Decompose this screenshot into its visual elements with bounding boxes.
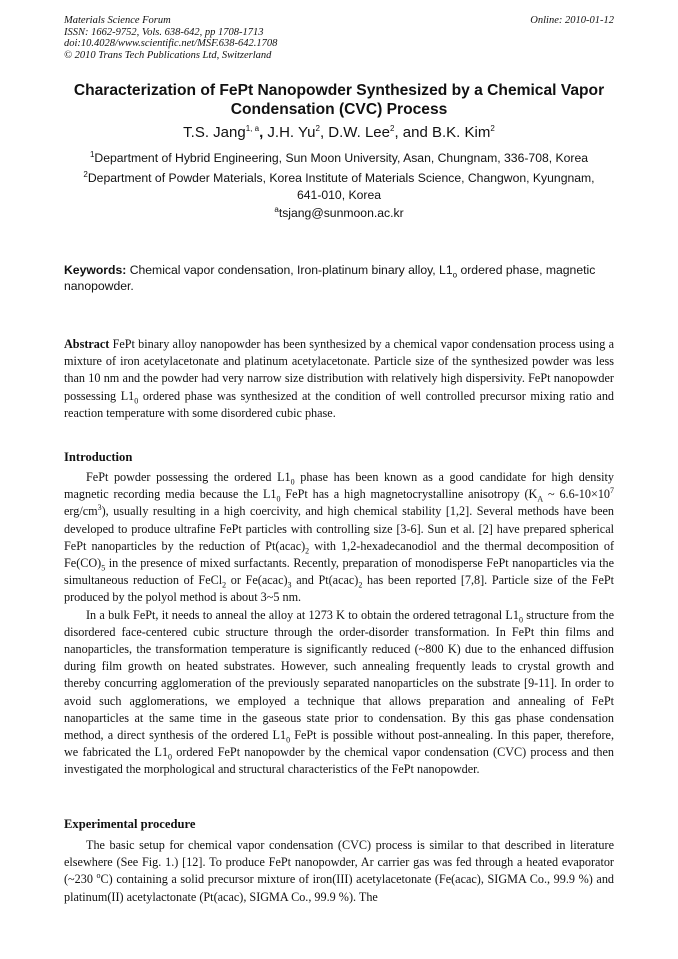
affiliation-sup: 1: [89, 149, 95, 159]
sub: 0: [168, 752, 173, 762]
sub: 0: [290, 477, 295, 487]
abstract: [64, 336, 614, 422]
text-run: erg/cm: [64, 504, 98, 519]
keywords-text: Chemical vapor condensation, Iron-platinum binary alloy, L1: [129, 263, 453, 277]
sup: 3: [97, 503, 102, 513]
text-run: in the presence of mixed surfactants. Recently, preparation of monodisperse FePt nanoparticles via the simultaneous reduction of FeCl: [64, 556, 615, 588]
author-name: B.K. Kim: [432, 124, 491, 141]
author-name: D.W. Lee: [328, 124, 390, 141]
text-run: has been reported [7,8]. Particle size of the FePt produced by the polyol method is about 3~5 nm.: [64, 573, 615, 605]
keywords-text: ordered phase, magnetic nanopowder.: [64, 263, 596, 293]
intro-paragraph-1: [64, 469, 614, 607]
keywords-label: Keywords:: [64, 263, 127, 277]
abstract-sub: 0: [134, 396, 139, 406]
text-run: structure from the disordered face-centered cubic structure through the order-disorder transformation. In FePt thin films and nanoparticles, the transformation temperature is significantly reduced (~800 K) due to the enhanced diffusion during film growth on heated substrates. However, such annealing frequently leads to crystal growth and thereby concurring agglomeration of the previously separated nanoparticles on the substrate [9-11]. In order to avoid such agglomerations, we employed a technique that allows preparation and annealing of FePt nanoparticles at the same time in the gaseous state prior to condensation. By this gas phase condensation method, a direct synthesis of the ordered L1: [64, 607, 615, 743]
section-heading: Experimental procedure: [64, 817, 196, 831]
keywords: [64, 262, 614, 294]
affiliation-text: Department of Powder Materials, Korea Institute of Materials Science, Changwon, Kyungnam,: [87, 171, 595, 185]
paper-title: [64, 81, 614, 119]
author-name: T.S. Jang: [183, 124, 246, 141]
affiliation-sup: 2: [83, 169, 88, 179]
affiliation-1: [64, 150, 614, 167]
text-run: and Pt(acac): [296, 573, 359, 588]
title-line-2: Condensation (CVC) Process: [230, 101, 448, 118]
text-run: ordered FePt nanopowder by the chemical vapor condensation (CVC) process and then investigated the morphological and structural characteristics of the FePt nanopowder.: [64, 745, 615, 777]
journal-header: [64, 15, 614, 61]
issn-line: ISSN: 1662-9752, Vols. 638-642, pp 1708-1713: [64, 26, 264, 38]
author-sup: 2: [390, 124, 395, 133]
sup: o: [96, 871, 101, 881]
text-run: In a bulk FePt, it needs to anneal the alloy at 1273 K to obtain the ordered tetragonal L1: [86, 607, 519, 622]
author-name: J.H. Yu: [267, 124, 316, 141]
text-run: FePt powder possessing the ordered L1: [86, 470, 291, 484]
sub: 5: [101, 563, 106, 573]
sub: 2: [358, 580, 363, 590]
sub: 0: [276, 494, 281, 504]
text-run: C) containing a solid precursor mixture of iron(III) acetylacetonate (Fe(acac), SIGMA Co., 99.9 %) and platinum(II) acetylactonate (Pt(acac), SIGMA Co., 99.9 %). The: [64, 872, 615, 904]
sub: 0: [286, 735, 291, 745]
sub: 2: [305, 546, 310, 556]
title-line-1: Characterization of FePt Nanopowder Synthesized by a Chemical Vapor: [73, 82, 605, 99]
author-list: T.S. Jang$^{1, a}$, J.H. Yu$^2$, D.W. Lee$^2$, and B.K. Kim$^2$: [183, 124, 495, 141]
experimental-paragraph-1: [64, 837, 614, 906]
journal-name: Materials Science Forum: [64, 15, 171, 26]
online-date: Online: 2010-01-12: [530, 15, 614, 26]
email: [64, 205, 614, 222]
keywords-sub: o: [452, 270, 458, 280]
affiliation-2: [64, 170, 614, 204]
intro-paragraph-2: [64, 607, 614, 779]
text-run: ~ 6.6-10×10: [548, 487, 611, 502]
copyright-line: © 2010 Trans Tech Publications Ltd, Switzerland: [64, 49, 272, 61]
author-sup: 2: [490, 124, 495, 133]
sup: 7: [610, 486, 615, 496]
intro-body: [64, 469, 614, 779]
sub: 3: [287, 580, 292, 590]
text-run: with 1,2-hexadecanodiol and the thermal decomposition of Fe(CO): [64, 538, 615, 571]
sub: 2: [222, 580, 227, 590]
text-run: FePt is possible without post-annealing. In this paper, therefore, we fabricated the L1: [64, 728, 614, 760]
abstract-label: Abstract: [64, 337, 110, 351]
affiliation-text: Department of Hybrid Engineering, Sun Moon University, Asan, Chungnam, 336-708, Korea: [94, 151, 589, 165]
affiliation-text: 641-010, Korea: [296, 188, 382, 202]
author-sup: 1, a: [245, 124, 260, 133]
author-and: and: [402, 124, 428, 141]
experimental-body: [64, 837, 614, 906]
author-sup: 2: [315, 124, 320, 133]
abstract-text: ordered phase was synthesized at the condition of well controlled precursor mixing ratio and reaction temperature with some disordered cubic phase.: [64, 388, 615, 420]
sub: 0: [518, 615, 523, 625]
doi-line: doi:10.4028/www.scientific.net/MSF.638-642.1708: [64, 38, 278, 49]
text-run: FePt has a high magnetocrystalline anisotropy (K: [285, 487, 538, 502]
email-sup: a: [274, 204, 279, 214]
text-run: phase has been known as a good candidate for high density magnetic recording media because the L1: [64, 470, 615, 502]
email-address: tsjang@sunmoon.ac.kr: [278, 206, 404, 220]
text-run: The basic setup for chemical vapor condensation (CVC) process is similar to that described in literature elsewhere (See Fig. 1.) [12]. To produce FePt nanopowder, Ar carrier gas was fed through a heated evaporator (~230: [64, 838, 614, 887]
sub: A: [537, 494, 544, 504]
abstract-text: FePt binary alloy nanopowder has been synthesized by a chemical vapor condensation process using a mixture of iron acetylacetonate and platinum acetylacetonate. Particle size of the synthesized powder was less than 10 nm and the powder had very narrow size distribution with relatively high dispersivity. FePt nanopowder possessing L1: [64, 337, 615, 403]
text-run: or Fe(acac): [230, 573, 288, 588]
text-run: ), usually resulting in a high coercivity, and high chemical stability [1,2]. Several methods have been developed to produce ultrafine FePt particles with controlling size [3-6]. Sun et al. [2] have prepared spherical FePt nanoparticles by the reduction of Pt(acac): [64, 504, 614, 553]
section-heading: Introduction: [64, 450, 133, 464]
